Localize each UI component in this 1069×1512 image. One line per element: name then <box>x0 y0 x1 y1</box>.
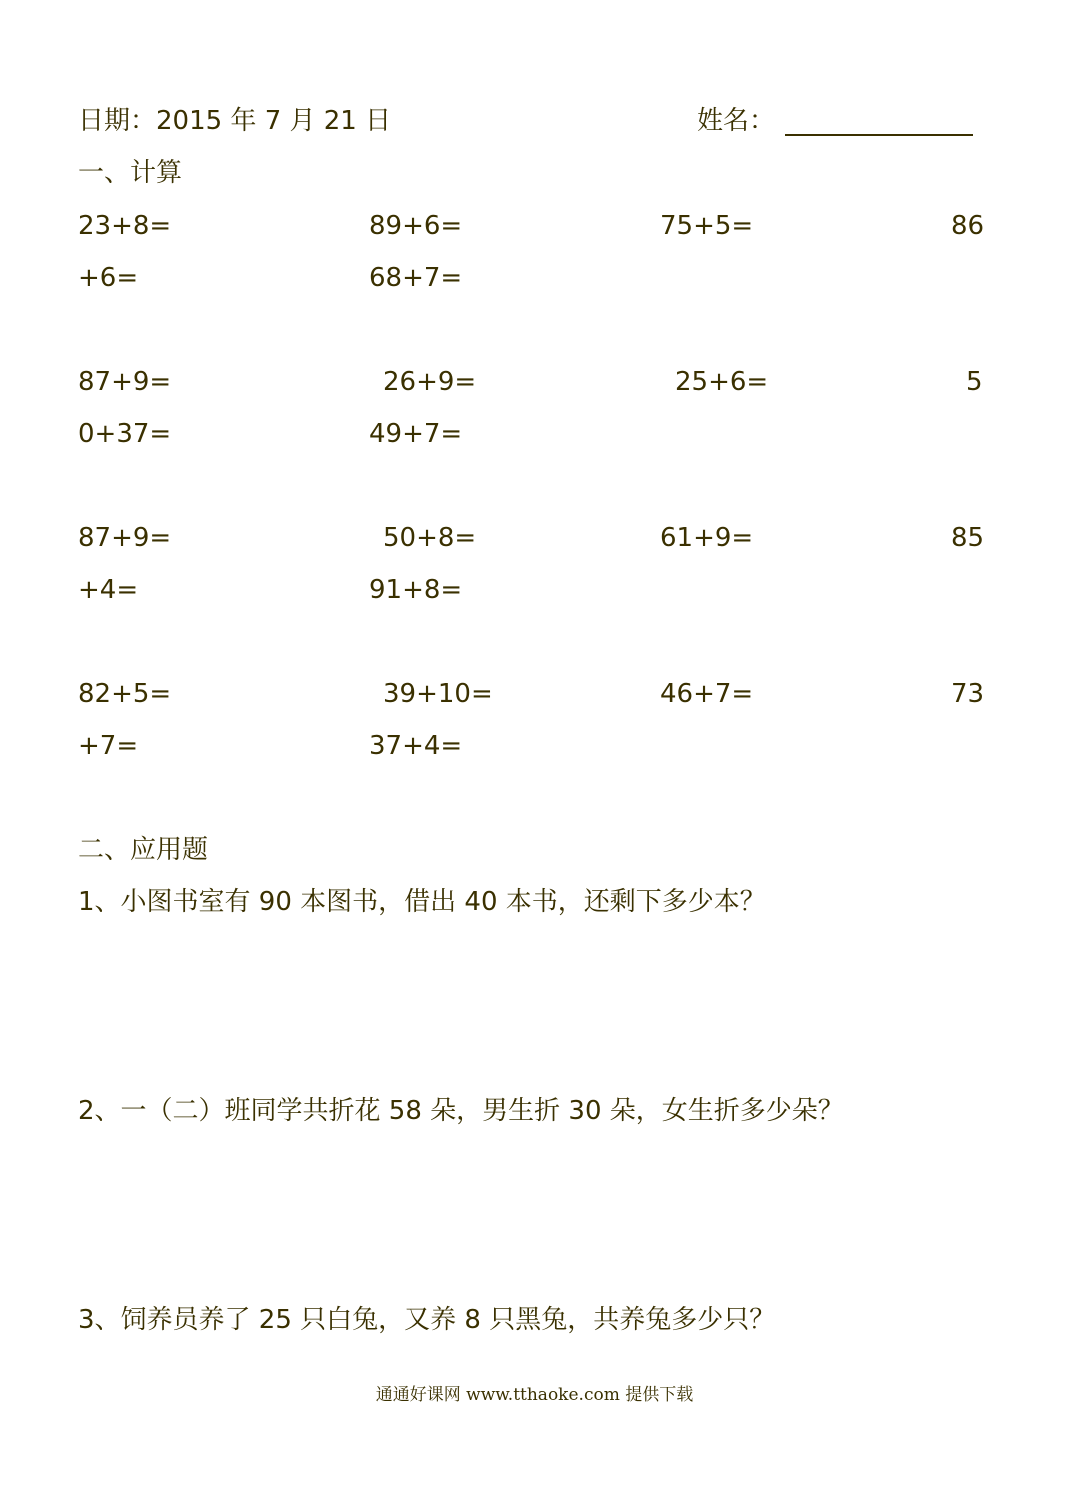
problem: 82+5= <box>78 679 172 709</box>
problem-fragment: +7= <box>78 731 139 761</box>
problem: 87+9= <box>78 367 172 397</box>
problem: 25+6= <box>675 367 769 397</box>
problem: 37+4= <box>369 731 463 761</box>
word-problem-1: 1、小图书室有 90 本图书，借出 40 本书，还剩下多少本？ <box>78 887 766 917</box>
problem: 46+7= <box>660 679 754 709</box>
problem: 26+9= <box>383 367 477 397</box>
word-problem-3: 3、饲养员养了 25 只白兔，又养 8 只黑兔，共养兔多少只？ <box>78 1305 776 1335</box>
problem: 68+7= <box>369 263 463 293</box>
problem-fragment: +4= <box>78 575 139 605</box>
problem: 75+5= <box>660 211 754 241</box>
problem: 91+8= <box>369 575 463 605</box>
problem: 23+8= <box>78 211 172 241</box>
problem-fragment: 5 <box>966 367 983 397</box>
section-title-word-problems: 二、应用题 <box>78 835 209 865</box>
name-blank-line[interactable] <box>785 134 973 136</box>
problem-fragment: 86 <box>951 211 985 241</box>
problem: 61+9= <box>660 523 754 553</box>
date-label: 日期：2015 年 7 月 21 日 <box>78 106 392 136</box>
problem: 50+8= <box>383 523 477 553</box>
footer-credit: 通通好课网 www.tthaoke.com 提供下载 <box>375 1385 694 1405</box>
word-problem-2: 2、一（二）班同学共折花 58 朵，男生折 30 朵，女生折多少朵？ <box>78 1096 844 1126</box>
problem-fragment: 85 <box>951 523 985 553</box>
problem-fragment: +6= <box>78 263 139 293</box>
problem: 89+6= <box>369 211 463 241</box>
problem: 39+10= <box>383 679 493 709</box>
section-title-calculation: 一、计算 <box>78 158 183 188</box>
problem: 49+7= <box>369 419 463 449</box>
problem-fragment: 73 <box>951 679 985 709</box>
name-label: 姓名： <box>697 106 776 136</box>
problem: 87+9= <box>78 523 172 553</box>
problem-fragment: 0+37= <box>78 419 172 449</box>
